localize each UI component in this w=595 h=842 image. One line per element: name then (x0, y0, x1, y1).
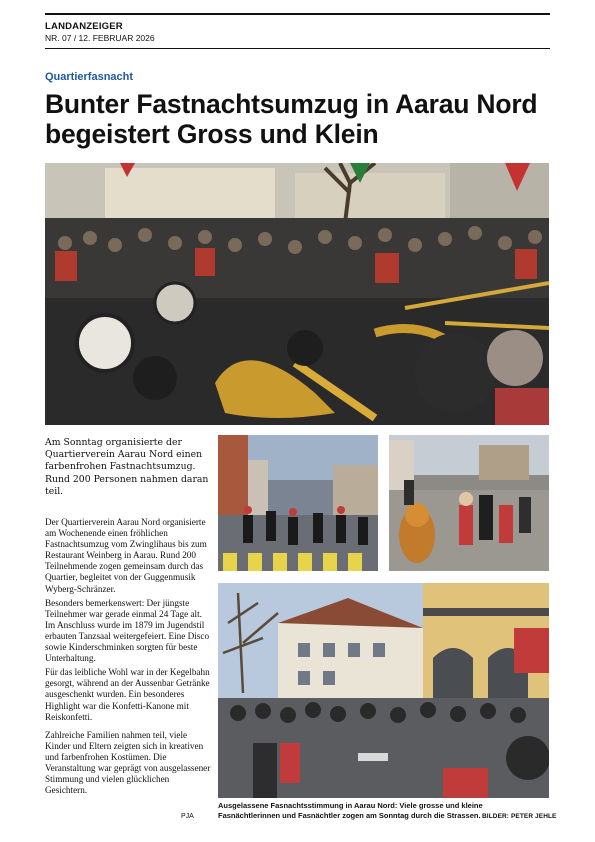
body-paragraph: Für das leibliche Wohl war in der Kegelbahn gesorgt, während an der Aussenbar Getränke ausgeschenkt wurden. Ein besonderes Highlight war die Konfetti-Kanone mit Reiskonfetti. (45, 667, 210, 722)
masthead-rule (45, 48, 550, 49)
photo-parade-street (218, 435, 378, 571)
headline: Bunter Fastnachtsumzug in Aarau Nord begeistert Gross und Klein (45, 89, 538, 149)
photo-caption: Ausgelassene Fasnachtsstimmung in Aarau Nord: Viele grosse und kleine Fasnächtlerinnen und Fasnächtler zogen am Sonntag durch die Strassen. (218, 801, 483, 820)
publication-name: LANDANZEIGER (45, 21, 123, 32)
photo-kids-costumes (389, 435, 549, 571)
main-photo-brass-band (45, 163, 549, 425)
kicker: Quartierfasnacht (45, 71, 134, 83)
article-lead: Am Sonntag organisierte der Quartierverein Aarau Nord einen farbenfrohen Fastnachtsumzug. Rund 200 Personen nahmen daran teil. (45, 437, 209, 497)
issue-line: NR. 07 / 12. FEBRUAR 2026 (45, 33, 155, 43)
article-body (45, 517, 211, 799)
photo-village-square (218, 583, 549, 798)
top-rule (45, 13, 550, 15)
body-paragraph: Der Quartierverein Aarau Nord organisierte am Wochenende einen fröhlichen Fastnachtsumzug vom Zwinglihaus bis zum Restaurant Weinberg in Aarau. Rund 200 Teilnehmende zogen gemeinsam durch das Quartier, begleitet von der Guggenmusik Wyberg-Schränzer. (45, 517, 207, 594)
author-signature: PJA (181, 813, 194, 820)
body-paragraph: Zahlreiche Familien nahmen teil, viele Kinder und Eltern zeigten sich in kreativen und farbenfrohen Kostümen. Die Veranstaltung war geprägt von ausgelassener Stimmung und vielen glücklichen Gesichtern. (45, 729, 211, 796)
photo-credit: BILDER: PETER JEHLE (482, 813, 557, 820)
body-paragraph: Besonders bemerkenswert: Der jüngste Teilnehmer war gerade einmal 24 Tage alt. Im Anschluss wurde im 1879 im Jugendstil erbauten Tanzsaal weitergefeiert. Eine Disco sowie Kinderschminken sorgten für beste Unterhaltung. (45, 597, 210, 664)
